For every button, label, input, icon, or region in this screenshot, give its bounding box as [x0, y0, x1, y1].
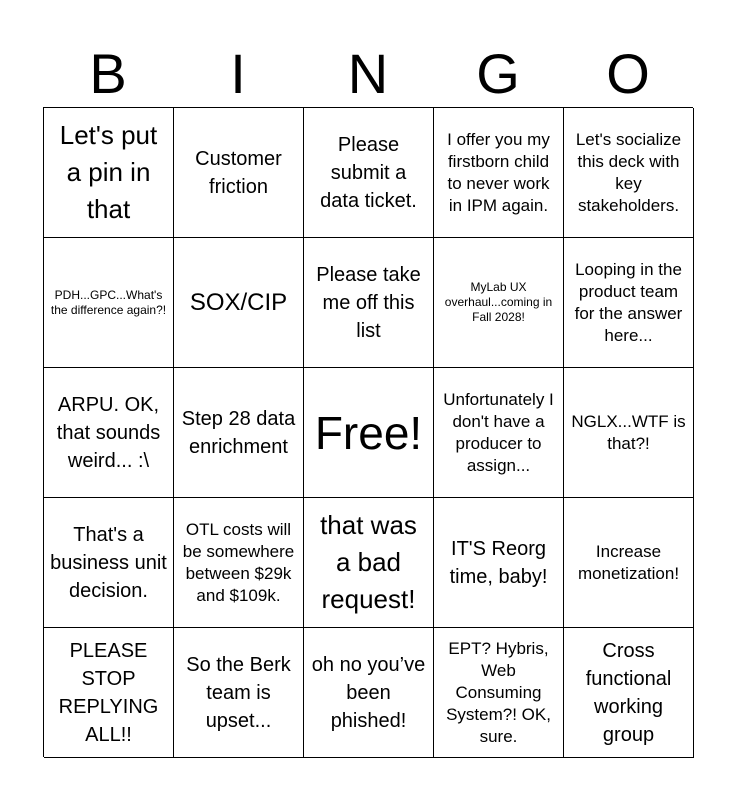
bingo-header	[43, 38, 693, 110]
cell-text: Let's put a pin in that	[59, 120, 158, 224]
bingo-cell[interactable]	[304, 108, 434, 238]
bingo-cell[interactable]	[564, 368, 694, 498]
bingo-cell[interactable]	[434, 368, 564, 498]
cell-text: Unfortunately I don't have a producer to assign...	[443, 389, 554, 475]
bingo-cell[interactable]	[564, 108, 694, 238]
cell-text: PLEASE STOP REPLYING ALL!!	[58, 639, 159, 746]
bingo-cell[interactable]	[44, 238, 174, 368]
cell-text: ARPU. OK, that sounds weird... :\	[56, 393, 161, 472]
cell-text: Let's socialize this deck with key stakeholders.	[575, 129, 682, 215]
header-letter-n: N	[347, 42, 389, 105]
bingo-cell[interactable]	[304, 628, 434, 758]
cell-text: Step 28 data enrichment	[181, 407, 296, 458]
bingo-cell[interactable]	[174, 498, 304, 628]
free-space-text: Free!	[314, 406, 423, 459]
bingo-cell[interactable]	[434, 498, 564, 628]
bingo-cell[interactable]	[564, 498, 694, 628]
bingo-cell[interactable]	[174, 238, 304, 368]
cell-text: So the Berk team is upset...	[186, 653, 291, 732]
cell-text: Looping in the product team for the answer here...	[574, 259, 683, 345]
bingo-cell[interactable]	[174, 628, 304, 758]
bingo-cell[interactable]	[304, 238, 434, 368]
header-letter-b: B	[89, 42, 127, 105]
cell-text: EPT? Hybris, Web Consuming System?! OK, sure.	[446, 638, 551, 746]
cell-text: MyLab UX overhaul...coming in Fall 2028!	[444, 280, 553, 324]
bingo-cell[interactable]	[174, 108, 304, 238]
bingo-cell[interactable]	[44, 628, 174, 758]
header-letter-o: O	[606, 42, 650, 105]
cell-text: oh no you’ve been phished!	[311, 653, 426, 732]
header-letter-i: I	[230, 42, 246, 105]
cell-text: IT'S Reorg time, baby!	[449, 537, 548, 588]
cell-text: Increase monetization!	[577, 541, 680, 583]
cell-text: PDH...GPC...What's the difference again?!	[50, 287, 167, 317]
cell-text: that was a bad request!	[320, 510, 417, 614]
bingo-cell[interactable]	[434, 628, 564, 758]
bingo-cell[interactable]	[434, 108, 564, 238]
cell-text: Customer friction	[195, 147, 282, 198]
cell-text: Please submit a data ticket.	[320, 133, 417, 212]
bingo-card	[43, 107, 693, 757]
cell-text: That's a business unit decision.	[50, 523, 167, 602]
bingo-cell[interactable]	[174, 368, 304, 498]
cell-text: Please take me off this list	[316, 263, 421, 342]
bingo-cell[interactable]	[44, 498, 174, 628]
cell-text: NGLX...WTF is that?!	[571, 411, 686, 453]
bingo-cell[interactable]	[44, 368, 174, 498]
cell-text: I offer you my firstborn child to never work in IPM again.	[447, 129, 550, 215]
bingo-cell[interactable]	[304, 498, 434, 628]
bingo-cell[interactable]	[564, 628, 694, 758]
cell-text: OTL costs will be somewhere between $29k and $109k.	[182, 519, 295, 605]
cell-text: Cross functional working group	[585, 639, 672, 746]
bingo-cell[interactable]	[564, 238, 694, 368]
bingo-cell[interactable]	[434, 238, 564, 368]
free-space-cell[interactable]	[304, 368, 434, 498]
bingo-cell[interactable]	[44, 108, 174, 238]
cell-text: SOX/CIP	[189, 289, 288, 316]
header-letter-g: G	[476, 42, 520, 105]
